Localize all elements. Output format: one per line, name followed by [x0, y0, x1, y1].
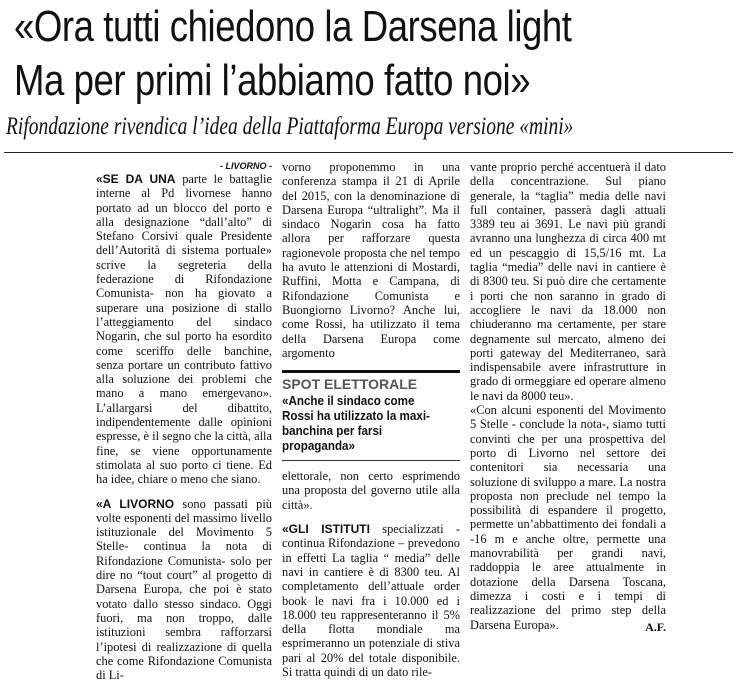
- author-initials: A.F.: [645, 620, 666, 634]
- dateline: - LIVORNO -: [220, 161, 272, 171]
- paragraph: [470, 160, 666, 403]
- paragraph: [96, 497, 272, 682]
- paragraph: [470, 403, 666, 632]
- article-column-2: [282, 160, 460, 679]
- pull-quote-text: «Anche il sindaco come Rossi ha utilizzato la maxi-banchina per farsi propaganda»: [282, 394, 430, 454]
- paragraph-text: specializzati - continua Rifondazione – prevedono in effetti La taglia “ media” delle navi in cantiere è di 8300 teu. Al completamento dell’attuale order book le navi fra i 10.000 ed i 18.000 teu rappresenteranno il 5% della flotta mondiale ma esprimeranno un potenziale di stiva pari al 20% del totale disponibile. Si tratta quindi di un dato rile-: [282, 522, 460, 680]
- subheadline: Rifondazione rivendica l’idea della Piattaforma Europa versione «mini»: [6, 113, 574, 140]
- paragraph-text: sono passati più volte esponenti del massimo livello istituzionale del Movimento 5 Stelle- continua la nota di Rifondazione Comunista- solo per dire no “tout court” al progetto di Darsena Europa, che poi è stato votato dallo stesso sindaco. Oggi fuori, ma non troppo, dalle istituzioni sembra rafforzarsi l’ipotesi di realizzazione di quella che come Rifondazione Comunista di Li-: [96, 496, 272, 682]
- pull-quote-box: [282, 370, 460, 461]
- headline-line-2: Ma per primi l’abbiamo fatto noi»: [14, 56, 531, 105]
- paragraph-lead: «GLI ISTITUTI: [282, 522, 370, 537]
- paragraph: [282, 469, 460, 512]
- headline: [14, 0, 605, 108]
- paragraph: [282, 160, 460, 360]
- paragraph: [96, 172, 272, 487]
- paragraph-text: vante proprio perché accentuerà il dato della concentrazione. Sul piano generale, la “taglia” media delle navi full container, passerà dagli attuali 3389 teu ai 3691. Le navi più grandi avranno una lunghezza di circa 400 mt ed un pescaggio di 15,5/16 mt. La taglia “media” delle navi in cantiere è di 8300 teu. Si può dire che certamente i porti che non saranno in grado di accogliere le navi da 18.000 non chiuderanno ma certamente, per stare degnamente sul mercato, almeno dei porti gateway del Mediterraneo, sarà indispensabile avere infrastrutture in grado di ormeggiare ed operare almeno le navi da 8000 teu».: [470, 160, 666, 403]
- paragraph: [282, 522, 460, 679]
- paragraph-text: parte le battaglie interne al Pd livornese hanno portato ad un blocco del porto e alla designazione “dall’alto” di Stefano Corsivi quale Presidente dell’Autorità di sistema portuale» scrive la segreteria della federazione di Rifondazione Comunista- non ha giovato a superare una posizione di stallo l’atteggiamento del sindaco Nogarin, che sul porto ha esordito come sceriffo delle banchine, senza portare un contributo fattivo alla soluzione dei problemi che mano a mano emergevano». L’allargarsi del dibattito, indipendentemente dalle opinioni espresse, è il segno che la città, alla fine, se viene opportunamente stimolata al suo porto ci tiene. Ed ha idee, chiare o meno che siano.: [96, 172, 272, 487]
- article-column-1: [96, 160, 272, 682]
- paragraph-lead: «SE DA UNA: [96, 172, 176, 186]
- pull-quote-divider: [282, 460, 460, 461]
- pull-quote-title: SPOT ELETTORALE: [282, 376, 418, 393]
- paragraph-text: vorno proponemmo in una conferenza stampa il 21 di Aprile del 2015, con la denominazione di Darsena Europa “ultralight”. Ma il sindaco Nogarin cosa ha fatto allora per rafforzare questa ragionevole proposta che nel tempo ha avuto le attenzioni di Mostardi, Ruffini, Motta e Campana, di Rifondazione Comunista e Buongiorno Livorno? Anche lui, come Rossi, ha utilizzato il tema della Darsena Europa come argomento: [282, 160, 460, 360]
- paragraph-text: elettorale, non certo esprimendo una proposta del governo utile alla città».: [282, 469, 460, 512]
- header-divider: [4, 152, 733, 153]
- paragraph-lead: «A LIVORNO: [96, 496, 175, 511]
- article-column-3: [470, 160, 666, 632]
- paragraph-text: «Con alcuni esponenti del Movimento 5 Stelle - conclude la nota-, siamo tutti convinti che per una prospettiva del porto di Livorno nel settore dei contenitori sia necessaria una soluzione di sviluppo a mare. La nostra proposta non preclude nel tempo la possibilità di espandere il progetto, permette un’abbattimento dei fondali a -16 m e anche oltre, permette una manovrabilità per grandi navi, raddoppia le aree attualmente in dotazione della Darsena Toscana, dimezza i costi e i tempi di realizzazione del primo step della Darsena Europa».: [470, 403, 666, 632]
- headline-line-1: «Ora tutti chiedono la Darsena light: [14, 2, 572, 51]
